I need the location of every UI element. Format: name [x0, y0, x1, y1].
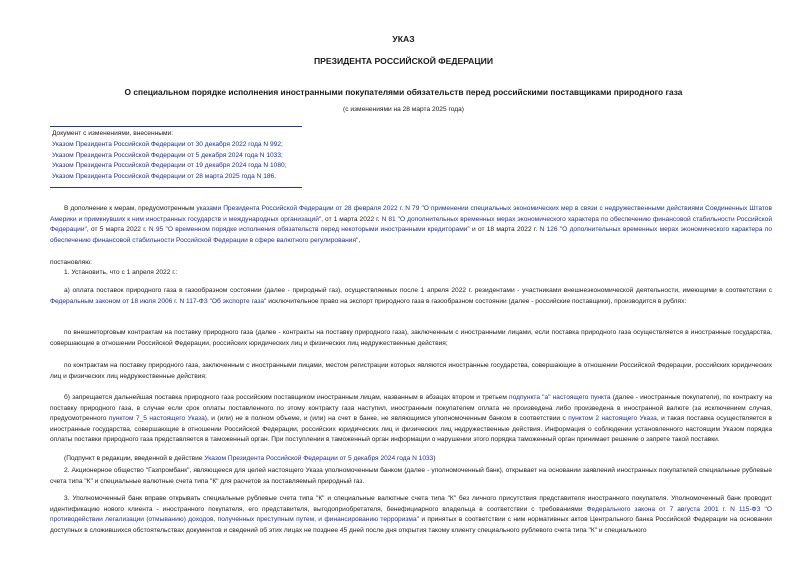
change-link-2[interactable]: Указом Президента Российской Федерации от 5 декабря 2024 года N 1033;	[52, 151, 283, 159]
decree-word: постановляю:	[50, 259, 93, 266]
change-link-1[interactable]: Указом Президента Российской Федерации от 30 декабря 2022 года N 992;	[52, 140, 283, 148]
item-1a: а) оплата поставок природного газа в газообразном состоянии (далее - природный газ), осуществляемых после 1 апреля 2022 г. резидентами - участниками внешнеэкономической деятельности, имеющими в соответствии с Федеральным законом от 18 июля 2006 г. N 117-ФЗ "Об экспорте газа" исключительное право на экспорт природного газа в газообразном состоянии (далее - российские поставщики), производится в рублях:	[50, 287, 772, 305]
decree-95-link[interactable]: N 95 "О временном порядке исполнения обязательств перед некоторыми иностранными кредиторами"	[148, 226, 470, 234]
revision-link[interactable]: Указом Президента Российской Федерации от 5 декабря 2024 года N 1033	[204, 455, 434, 462]
document-heading: О специальном порядке исполнения иностранными покупателями обязательств перед российскими поставщиками природного газа	[124, 87, 683, 97]
preamble-paragraph: В дополнение к мерам, предусмотренным указами Президента Российской Федерации от 28 февраля 2022 г. N 79 "О применении специальных экономических мер в связи с недружественными действиями Соединенных Штатов Америки и примкнувших к ним иностранных государств и международных организаций", от 1 марта 2022 г. N 81 "О дополнительных временных мерах экономического характера по обеспечению финансовой стабильности Российской Федерации", от 5 марта 2022 г. N 95 "О временном порядке исполнения обязательств перед некоторыми иностранными кредиторами" и от 18 марта 2022 г. N 126 "О дополнительных временных мерах экономического характера по обеспечению финансовой стабильности Российской Федерации в сфере валютного регулирования",	[50, 205, 773, 244]
item-3: 3. Уполномоченный банк вправе открывать специальные рублевые счета типа "К" и специальные валютные счета типа "К" без личного присутствия представителя иностранного покупателя. Уполномоченный банк проводит идентификацию нового клиента - иностранного покупателя, его представителя, выгодоприобретателя, бенефициарного владельца в соответствии с требованиями Федерального закона от 7 августа 2001 г. N 115-ФЗ "О противодействии легализации (отмыванию) доходов, полученных преступным путем, и финансированию терроризма" и принятых в соответствии с ним нормативных актов Центрального банка Российской Федерации на основании доступных в сложившихся обстоятельствах документов и сведений об этих лицах не позднее 45 дней после дня открытия такому клиенту специального рублевого счета типа "К" и специального	[50, 495, 772, 534]
gas-export-law-link[interactable]: Федеральным законом от 18 июля 2006 г. N 117-ФЗ "Об экспорте газа"	[50, 297, 267, 305]
item-7-5-link[interactable]: пунктом 7_5 настоящего Указа	[108, 415, 205, 423]
item-1b: б) запрещается дальнейшая поставка природного газа российским поставщиком иностранным лицам, названным в абзацах втором и третьем подпункта "а" настоящего пункта (далее - иностранные покупатели), по контракту на поставку природного газа, в случае если срок оплаты поставленного по этому контракту газа наступил, иностранным покупателем оплата не произведена либо произведена в иностранной валюте (за исключением случая, предусмотренного пунктом 7_5 настоящего Указа), и (или) не в полном объеме, и (или) на счет в банке, не являющимся уполномоченным банком в соответствии с пунктом 2 настоящего Указа, и такая поставка осуществляется в иностранные государства, совершающие в отношении Российской Федерации, российских юридических лиц и физических лиц недружественные действия. Информация о соблюдении установленного настоящим Указом порядка оплаты поставки природного газа представляется в таможенный орган. При поступлении в таможенный орган информации о нарушении этого порядка таможенный орган принимает решение о запрете такой поставки.	[50, 394, 772, 444]
item-2: 2. Акционерное общество "Газпромбанк", являющееся для целей настоящего Указа уполномоченным банком (далее - уполномоченный банк), открывает на основании заявлений иностранных покупателей специальные рублевые счета типа "К" и специальные валютные счета типа "К" для расчетов за поставляемый природный газ.	[50, 467, 772, 485]
item-1a-sub-2: по контрактам на поставку природного газа, заключенным с иностранными лицами, местом регистрации которых являются иностранные государства, совершающие в отношении Российской Федерации, российских юридических лиц и физических лиц недружественные действия;	[50, 362, 772, 380]
law-115-link[interactable]: Федерального закона от 7 августа 2001 г. N 115-ФЗ "О противодействии легализации (отмыванию) доходов, полученных преступным путем, и финансированию терроризма"	[50, 505, 772, 524]
change-link-4[interactable]: Указом Президента Российской Федерации от 28 марта 2025 года N 186.	[52, 173, 277, 181]
decree-79-link[interactable]: указами Президента Российской Федерации от 28 февраля 2022 г. N 79 "О применении специальных экономических мер в связи с недружественными действиями Соединенных Штатов Америки и примкнувших к ним иностранных государств и международных организаций"	[50, 205, 772, 223]
amendment-note: (с изменениями на 28 марта 2025 года)	[343, 106, 464, 113]
decree-126-link[interactable]: N 126 "О дополнительных временных мерах экономического характера по обеспечению финансовой стабильности Российской Федерации в сфере валютного регулирования"	[50, 226, 773, 244]
change-link-3[interactable]: Указом Президента Российской Федерации от 19 декабря 2024 года N 1080;	[52, 162, 287, 170]
subitem-a-link[interactable]: подпункта "а" настоящего пункта	[509, 394, 611, 401]
item-1: 1. Установить, что с 1 апреля 2022 г.:	[64, 269, 178, 276]
decree-81-link[interactable]: N 81 "О дополнительных временных мерах экономического характера по обеспечению финансовой стабильности Российской Федерации"	[50, 215, 773, 234]
revision-note: (Подпункт в редакции, введенной в действие Указом Президента Российской Федерации от 5 декабря 2024 года N 1033)	[64, 455, 436, 462]
document-title: УКАЗ	[392, 34, 415, 44]
document-issuer: ПРЕЗИДЕНТА РОССИЙСКОЙ ФЕДЕРАЦИИ	[313, 56, 494, 66]
changes-box	[50, 126, 302, 188]
changes-intro: Документ с изменениями, внесенными:	[52, 130, 174, 137]
item-2-link[interactable]: пунктом 2 настоящего Указа	[568, 415, 657, 423]
item-1a-sub-1: по внешнеторговым контрактам на поставку природного газа (далее - контракты на поставку природного газа), заключенным с иностранными лицами, если поставка природного газа осуществляется в иностранные государства, совершающие в отношении Российской Федерации, российских юридических лиц и физических лиц недружественные действия;	[50, 329, 772, 347]
